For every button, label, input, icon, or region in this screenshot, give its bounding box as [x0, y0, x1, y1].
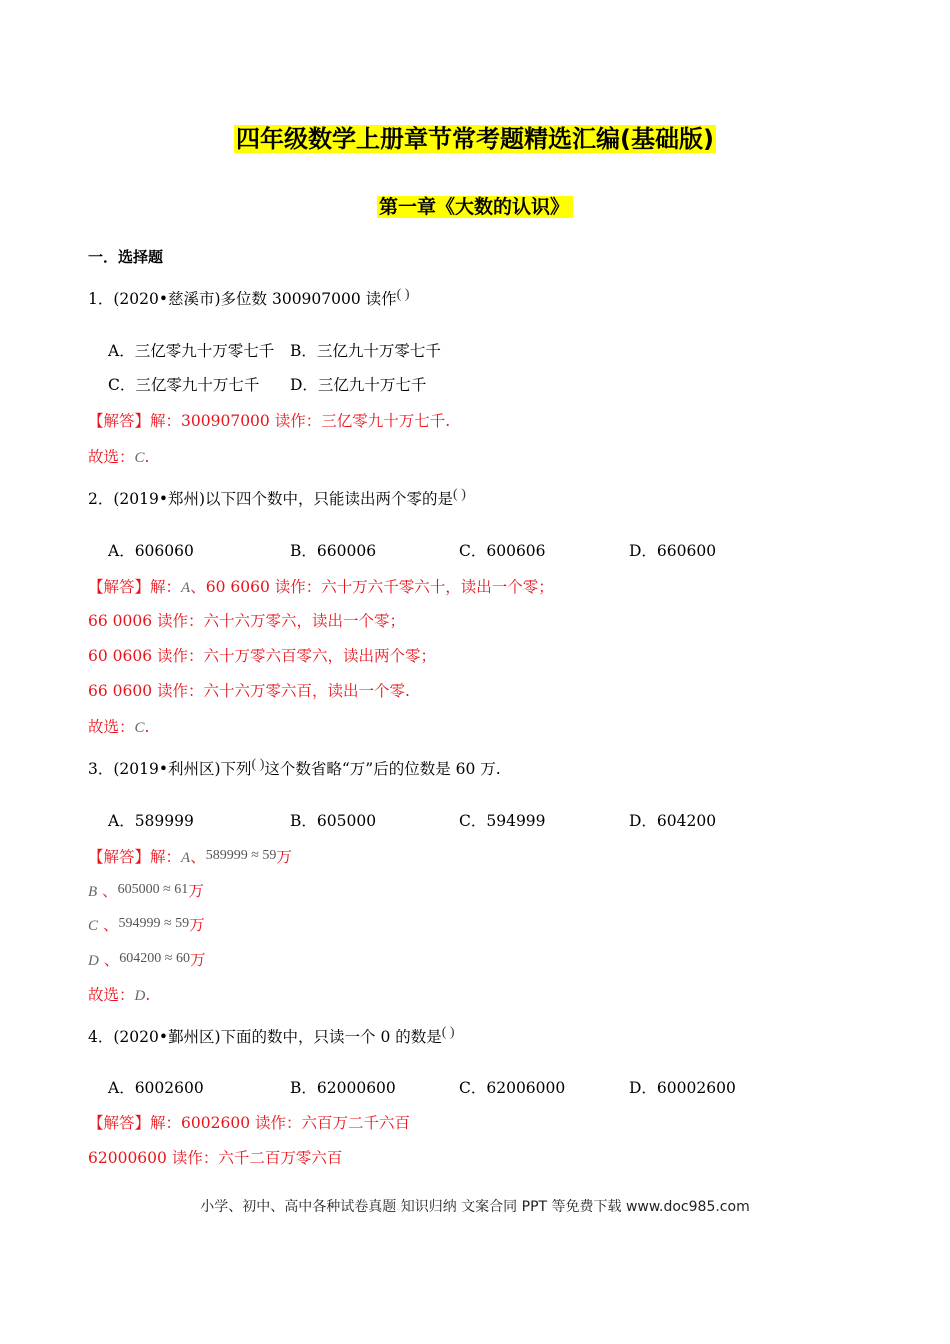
question-4-option-d: D．60002600 — [629, 1079, 736, 1097]
question-1-answer: 【解答】解：300907000 读作：三亿零九十万七千. — [88, 412, 451, 430]
question-1-option-d: D．三亿九十万七千 — [290, 376, 427, 394]
question-2-answer-line-1: 【解答】解：A、60 6060 读作：六十万六千零六十，读出一个零； — [88, 578, 554, 596]
question-1-option-a: A．三亿零九十万零七千 — [108, 342, 275, 360]
question-1-stem: 1．(2020•慈溪市)多位数 300907000 读作( ) — [88, 287, 410, 308]
question-1-choice: 故选：C. — [88, 448, 150, 466]
question-2-option-c: C．600606 — [459, 542, 546, 560]
chapter-title: 第一章《大数的认识》 — [0, 193, 950, 221]
question-2-option-b: B．660006 — [290, 542, 377, 560]
question-3-answer-line-2: B 、605000 ≈ 61万 — [88, 882, 204, 900]
footer-download-link[interactable]: 小学、初中、高中各种试卷真题 知识归纳 文案合同 PPT 等免费下载 www.doc985.com — [200, 1199, 750, 1215]
question-2-answer-line-3: 60 0606 读作：六十万零六百零六，读出两个零； — [88, 647, 437, 665]
question-3-choice: 故选：D. — [88, 986, 151, 1004]
question-3-option-b: B．605000 — [290, 812, 377, 830]
question-2-answer-line-4: 66 0600 读作：六十六万零六百，读出一个零. — [88, 682, 410, 700]
question-3-option-a: A．589999 — [108, 812, 194, 830]
question-4-option-c: C．62006000 — [459, 1079, 566, 1097]
question-3-option-d: D．604200 — [629, 812, 717, 830]
question-3-answer-line-3: C 、594999 ≈ 59万 — [88, 916, 205, 934]
question-2-option-a: A．606060 — [108, 542, 194, 560]
question-4-option-a: A．6002600 — [108, 1079, 204, 1097]
question-3-stem: 3．(2019•利州区)下列( )这个数省略“万”后的位数是 60 万. — [88, 757, 501, 778]
question-1-option-c: C．三亿零九十万七千 — [108, 376, 260, 394]
question-4-stem: 4．(2020•鄞州区)下面的数中，只读一个 0 的数是( ) — [88, 1025, 455, 1046]
question-2-option-d: D．660600 — [629, 542, 717, 560]
question-2-choice: 故选：C. — [88, 718, 150, 736]
question-3-option-c: C．594999 — [459, 812, 546, 830]
question-4-option-b: B．62000600 — [290, 1079, 396, 1097]
question-2-answer-line-2: 66 0006 读作：六十六万零六，读出一个零； — [88, 612, 406, 630]
question-2-stem: 2．(2019•郑州)以下四个数中，只能读出两个零的是( ) — [88, 487, 466, 508]
question-4-answer-line-2: 62000600 读作：六千二百万零六百 — [88, 1149, 343, 1167]
question-3-answer-line-4: D 、604200 ≈ 60万 — [88, 951, 206, 969]
question-3-answer-line-1: 【解答】解：A、589999 ≈ 59万 — [88, 848, 292, 866]
question-1-option-b: B．三亿九十万零七千 — [290, 342, 441, 360]
section-heading: 一．选择题 — [88, 248, 164, 266]
question-4-answer-line-1: 【解答】解：6002600 读作：六百万二千六百 — [88, 1114, 410, 1132]
document-title: 四年级数学上册章节常考题精选汇编(基础版) — [236, 125, 714, 153]
